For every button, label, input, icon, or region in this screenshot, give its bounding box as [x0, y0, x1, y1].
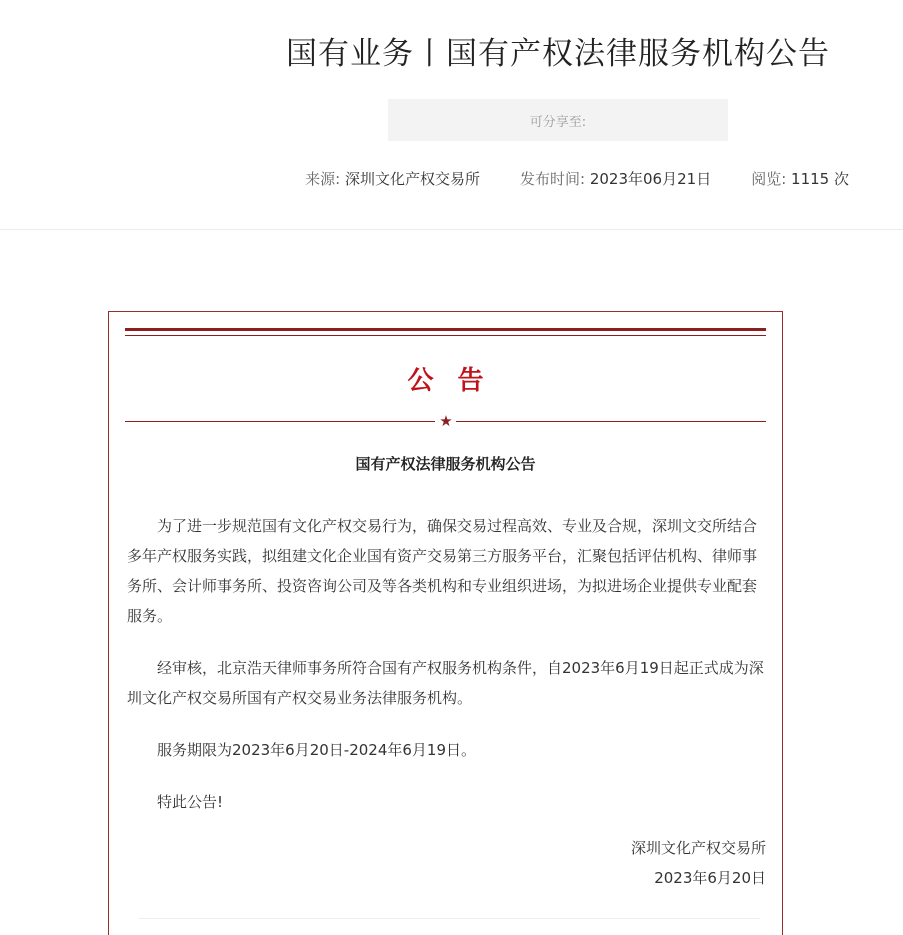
notice-card	[108, 311, 783, 935]
header-divider	[0, 229, 903, 230]
star-icon: ★	[439, 412, 453, 430]
article-meta	[305, 168, 849, 189]
divider-right	[456, 421, 766, 422]
source-info	[305, 168, 480, 189]
paragraph-2: 经审核，北京浩天律师事务所符合国有产权服务机构条件，自2023年6月19日起正式成为深圳文化产权交易所国有产权交易业务法律服务机构。	[127, 659, 764, 707]
publish-info	[520, 168, 711, 189]
notice-top-rule-thick	[125, 328, 766, 331]
notice-body	[127, 511, 766, 839]
signature-org: 深圳文化产权交易所	[630, 839, 766, 857]
notice-signature	[631, 833, 766, 893]
source-label: 来源:	[305, 170, 341, 188]
source-value: 深圳文化产权交易所	[344, 170, 480, 188]
divider-left	[125, 421, 435, 422]
paragraph-4: 特此公告!	[157, 793, 224, 811]
notice-bottom-rule	[139, 918, 760, 919]
publish-label: 发布时间:	[520, 170, 586, 188]
views-info	[751, 168, 849, 189]
paragraph-1: 为了进一步规范国有文化产权交易行为，确保交易过程高效、专业及合规，深圳文交所结合多年产权服务实践，拟组建文化企业国有资产交易第三方服务平台，汇聚包括评估机构、律师事务所、会计师事务所、投资咨询公司及等各类机构和专业组织进场，为拟进场企业提供专业配套服务。	[127, 517, 758, 625]
publish-date: 2023年06月21日	[589, 170, 712, 188]
page-title: 国有业务丨国有产权法律服务机构公告	[286, 36, 830, 72]
notice-heading: 公告	[407, 366, 508, 396]
views-count: 1115 次	[791, 170, 849, 188]
paragraph-3: 服务期限为2023年6月20日-2024年6月19日。	[157, 741, 477, 759]
share-label: 可分享至:	[529, 114, 587, 130]
share-bar[interactable]	[388, 99, 728, 141]
notice-top-rule-thin	[125, 335, 766, 336]
signature-date: 2023年6月20日	[654, 869, 766, 887]
views-label: 阅览:	[751, 170, 787, 188]
notice-subtitle: 国有产权法律服务机构公告	[355, 455, 536, 473]
